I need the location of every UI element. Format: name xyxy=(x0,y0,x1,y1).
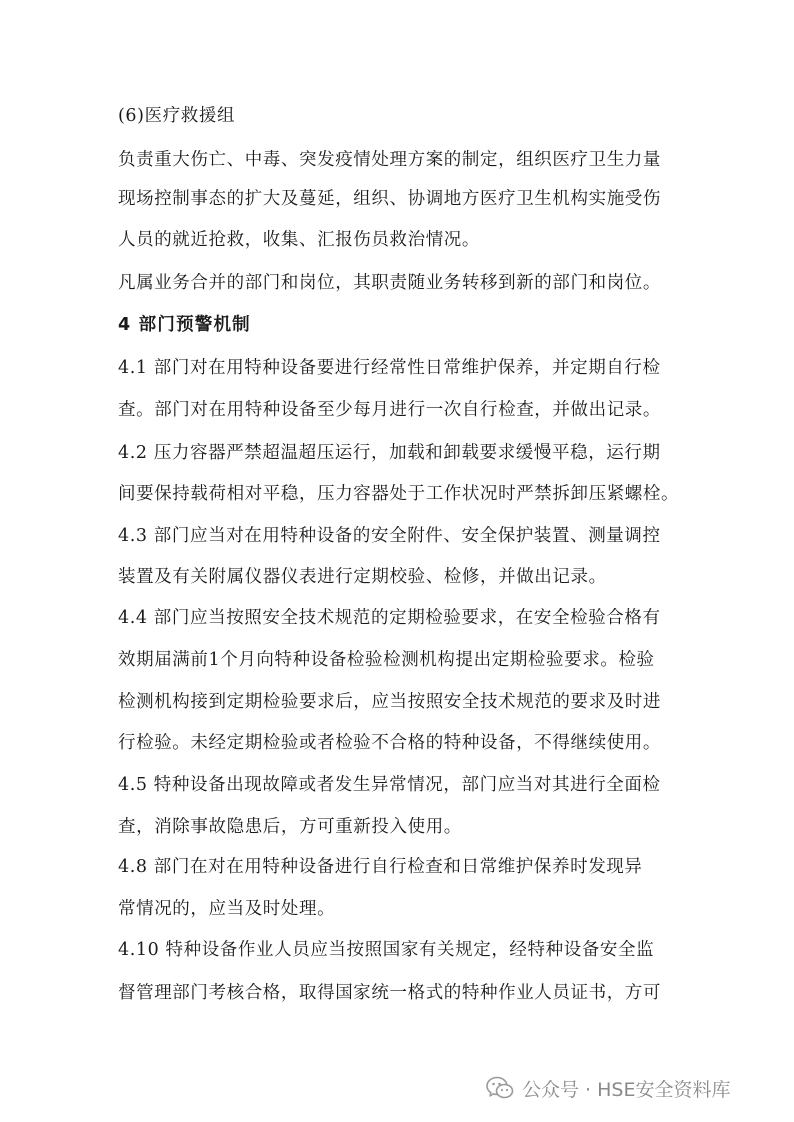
clause-4-4-line: 检测机构接到定期检验要求后，应当按照安全技术规范的要求及时进 xyxy=(118,692,661,712)
clause-4-2-line: 间要保持载荷相对平稳，压力容器处于工作状况时严禁拆卸压紧螺栓。 xyxy=(118,484,680,504)
clause-4-5-line: 4.5 特种设备出现故障或者发生异常情况，部门应当对其进行全面检 xyxy=(118,775,661,795)
paragraph-line: 凡属业务合并的部门和岗位，其职责随业务转移到新的部门和岗位。 xyxy=(118,273,661,293)
clause-4-1-line: 4.1 部门对在用特种设备要进行经常性日常维护保养，并定期自行检 xyxy=(118,358,661,378)
clause-4-8-line: 常情况的，应当及时处理。 xyxy=(118,899,336,919)
paragraph-line: 现场控制事态的扩大及蔓延，组织、协调地方医疗卫生机构实施受伤 xyxy=(118,189,661,209)
paragraph-line: 负责重大伤亡、中毒、突发疫情处理方案的制定，组织医疗卫生力量 xyxy=(118,150,661,170)
clause-4-3-line: 装置及有关附属仪器仪表进行定期校验、检修，并做出记录。 xyxy=(118,567,607,587)
section-heading: 4 部门预警机制 xyxy=(118,315,251,335)
watermark-text: 公众号 · HSE安全资料库 xyxy=(522,1078,731,1101)
paragraph-line: 人员的就近抢救，收集、汇报伤员救治情况。 xyxy=(118,230,480,250)
clause-4-1-line: 查。部门对在用特种设备至少每月进行一次自行检查，并做出记录。 xyxy=(118,400,661,420)
clause-4-10-line: 督管理部门考核合格，取得国家统一格式的特种作业人员证书，方可 xyxy=(118,983,661,1003)
clause-4-3-line: 4.3 部门应当对在用特种设备的安全附件、安全保护装置、测量调控 xyxy=(118,526,661,546)
subsection-title-medical-rescue: (6)医疗救援组 xyxy=(118,106,236,126)
wechat-icon xyxy=(486,1076,514,1100)
clause-4-2-line: 4.2 压力容器严禁超温超压运行，加载和卸载要求缓慢平稳，运行期 xyxy=(118,443,661,463)
clause-4-8-line: 4.8 部门在对在用特种设备进行自行检查和日常维护保养时发现异 xyxy=(118,857,643,877)
clause-4-4-line: 4.4 部门应当按照安全技术规范的定期检验要求，在安全检验合格有 xyxy=(118,608,661,628)
clause-4-4-line: 行检验。未经定期检验或者检验不合格的特种设备，不得继续使用。 xyxy=(118,733,661,753)
clause-4-5-line: 查，消除事故隐患后，方可重新投入使用。 xyxy=(118,817,462,837)
watermark xyxy=(486,1073,730,1103)
clause-4-10-line: 4.10 特种设备作业人员应当按照国家有关规定，经特种设备安全监 xyxy=(118,940,655,960)
clause-4-4-line: 效期届满前1个月向特种设备检验检测机构提出定期检验要求。检验 xyxy=(118,650,655,670)
